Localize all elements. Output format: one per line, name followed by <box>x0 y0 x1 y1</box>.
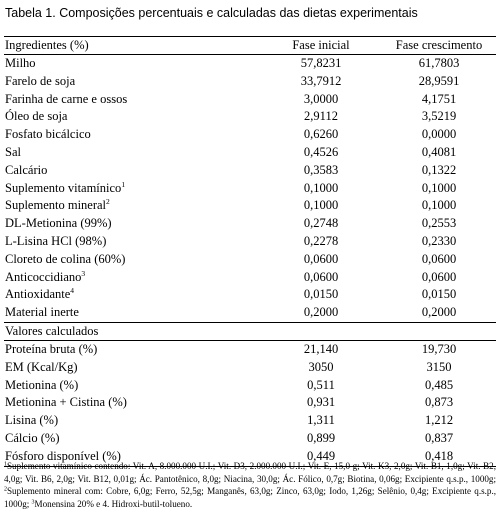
ingredient-row <box>4 55 496 73</box>
fase-inicial-value: 0,1000 <box>303 198 339 213</box>
footnote-anticoccidial-text: Monensina 20% e 4. Hidroxi-butil-tolueno. <box>34 498 193 509</box>
footnote-marker-1: 1 <box>4 461 7 468</box>
row-label-text: Óleo de soja <box>5 109 68 124</box>
fase-inicial-value: 3,0000 <box>303 91 339 106</box>
row-label-text: Fosfato bicálcico <box>5 127 91 142</box>
footnote-vitamin-text: Suplemento vitamínico contendo: Vit. A, 8.000.000 U.I.; Vit. D3, 2.000.000 U.I.; Vit. E, 15,0 g; Vit. K3, 2,0g; Vit. B1, 1,0g; Vit. B2, 4,0g; Vit. B6, 2,0g; Vit. B12, 0,01g; Ác. Pantotênico, 8,0g; Niacina, 30,0g; Ác. Fólico, 0,7g; Biotina, 0,06g; Excipiente q.s.p., 1000g; <box>4 461 496 484</box>
row-label <box>5 180 125 198</box>
fase-inicial-value: 57,8231 <box>300 56 342 70</box>
fase-crescimento-value: 0,4081 <box>421 144 457 159</box>
ingredient-row <box>4 162 496 180</box>
fase-inicial-value: 0,6260 <box>303 127 339 142</box>
fase-crescimento-value: 0,0600 <box>421 269 457 284</box>
fase-crescimento-value: 1,212 <box>424 413 454 428</box>
row-label-text: Fósforo disponível (%) <box>5 448 121 463</box>
fase-crescimento-value: 3,5219 <box>421 109 457 124</box>
footnote-marker-2: 2 <box>4 486 7 493</box>
row-label <box>5 73 75 91</box>
row-label-text: Metionina (%) <box>5 377 79 392</box>
table-footnote <box>4 460 496 510</box>
row-label <box>5 55 36 73</box>
fase-inicial-value: 0,2748 <box>303 216 339 231</box>
ingredient-row <box>4 215 496 233</box>
row-label-text: Lisina (%) <box>5 413 59 428</box>
row-label <box>5 162 47 180</box>
fase-crescimento-value: 0,485 <box>424 377 454 392</box>
fase-inicial-value: 0,899 <box>306 430 336 445</box>
ingredient-row <box>4 304 496 322</box>
row-label <box>5 430 60 448</box>
fase-crescimento-value: 0,837 <box>424 430 454 445</box>
ingredient-row <box>4 286 496 304</box>
row-label <box>5 233 106 251</box>
row-label <box>5 377 78 395</box>
calculated-row <box>4 412 496 430</box>
fase-inicial-value: 0,4526 <box>303 144 339 159</box>
diet-composition-table <box>4 36 496 467</box>
row-label-text: L-Lisina HCl (98%) <box>5 233 107 248</box>
footnote-reference: 4 <box>70 286 75 296</box>
row-label-text: Anticoccidiano <box>5 269 82 284</box>
fase-inicial-value: 1,311 <box>307 413 335 428</box>
fase-inicial-value: 0,2278 <box>303 233 339 248</box>
fase-inicial-value: 0,3583 <box>303 162 339 177</box>
table-caption: Tabela 1. Composições percentuais e calculadas das dietas experimentais <box>5 6 418 20</box>
fase-crescimento-value: 0,0150 <box>421 287 457 302</box>
ingredient-row <box>4 91 496 109</box>
ingredient-row <box>4 197 496 215</box>
row-label <box>5 286 74 304</box>
header-ingredients: Ingredientes (%) <box>5 38 89 52</box>
row-label-text: Cálcio (%) <box>5 430 60 445</box>
ingredients-section <box>4 55 496 322</box>
calculated-row <box>4 394 496 412</box>
fase-inicial-value: 0,511 <box>307 377 335 392</box>
row-label-text: Milho <box>5 56 36 70</box>
ingredient-row <box>4 233 496 251</box>
row-label <box>5 412 58 430</box>
fase-crescimento-value: 28,9591 <box>418 73 460 88</box>
fase-crescimento-value: 0,0000 <box>421 127 457 142</box>
fase-inicial-value: 0,2000 <box>303 305 339 320</box>
row-label-text: Farinha de carne e ossos <box>5 91 128 106</box>
row-label-text: Proteína bruta (%) <box>5 341 98 356</box>
row-label-text: Calcário <box>5 162 48 177</box>
fase-inicial-value: 0,449 <box>306 448 336 463</box>
fase-crescimento-value: 0,2000 <box>421 305 457 320</box>
row-label-text: Metionina + Cistina (%) <box>5 395 127 410</box>
fase-inicial-value: 33,7912 <box>300 73 342 88</box>
row-label <box>5 126 91 144</box>
fase-crescimento-value: 0,2553 <box>421 216 457 231</box>
row-label <box>5 91 127 109</box>
row-label-text: Material inerte <box>5 305 79 320</box>
calculated-row <box>4 341 496 359</box>
row-label-text: DL-Metionina (99%) <box>5 216 112 231</box>
row-label <box>5 215 112 233</box>
fase-crescimento-value: 0,1322 <box>421 162 457 177</box>
ingredient-row <box>4 144 496 162</box>
fase-inicial-value: 0,1000 <box>303 180 339 195</box>
calculated-section-title: Valores calculados <box>5 323 99 338</box>
row-label <box>5 341 97 359</box>
row-label-text: Sal <box>5 144 21 159</box>
header-fase-inicial: Fase inicial <box>292 38 350 52</box>
calculated-row <box>4 359 496 377</box>
row-label-text: Antioxidante <box>5 287 71 302</box>
row-label <box>5 144 21 162</box>
row-label <box>5 394 127 412</box>
calculated-section-title-row <box>4 323 496 340</box>
ingredient-row <box>4 251 496 269</box>
row-label-text: Suplemento vitamínico <box>5 180 122 195</box>
fase-crescimento-value: 0,873 <box>424 395 454 410</box>
fase-crescimento-value: 4,1751 <box>421 91 457 106</box>
ingredient-row <box>4 269 496 287</box>
row-label <box>5 251 125 269</box>
row-label-text: EM (Kcal/Kg) <box>5 359 78 374</box>
ingredient-row <box>4 108 496 126</box>
fase-crescimento-value: 0,1000 <box>421 180 457 195</box>
footnote-reference: 2 <box>106 197 110 207</box>
fase-inicial-value: 0,0600 <box>303 269 339 284</box>
row-label <box>5 269 85 287</box>
footnote-marker-3: 3 <box>31 499 35 506</box>
fase-inicial-value: 3050 <box>308 359 334 374</box>
header-fase-crescimento: Fase crescimento <box>395 38 483 52</box>
fase-crescimento-value: 0,0600 <box>421 251 457 266</box>
fase-inicial-value: 0,931 <box>306 395 336 410</box>
ingredient-row <box>4 126 496 144</box>
calculated-section <box>4 341 496 466</box>
row-label-text: Farelo de soja <box>5 73 76 88</box>
fase-crescimento-value: 0,2330 <box>421 233 457 248</box>
row-label <box>5 197 110 215</box>
footnote-reference: 1 <box>121 179 126 189</box>
calculated-row <box>4 430 496 448</box>
ingredient-row <box>4 180 496 198</box>
fase-crescimento-value: 61,7803 <box>418 56 460 70</box>
footnote-mineral-text: Suplemento mineral com: Cobre, 6,0g; Ferro, 52,5g; Manganês, 63,0g; Zinco, 63,0g; Iodo, 1,26g; Selênio, 0,4g; Excipiente q.s.p., 1000g; <box>4 486 496 509</box>
fase-crescimento-value: 0,418 <box>424 448 454 463</box>
fase-inicial-value: 0,0600 <box>303 251 339 266</box>
table-header-row <box>4 37 496 54</box>
row-label <box>5 108 67 126</box>
fase-crescimento-value: 19,730 <box>421 341 457 356</box>
fase-inicial-value: 0,0150 <box>303 287 339 302</box>
fase-inicial-value: 2,9112 <box>304 109 338 124</box>
row-label-text: Cloreto de colina (60%) <box>5 251 126 266</box>
ingredient-row <box>4 73 496 91</box>
row-label <box>5 304 79 322</box>
fase-inicial-value: 21,140 <box>303 341 339 356</box>
calculated-row <box>4 377 496 395</box>
row-label <box>5 359 78 377</box>
footnote-reference: 3 <box>81 268 86 278</box>
fase-crescimento-value: 0,1000 <box>421 198 457 213</box>
row-label-text: Suplemento mineral <box>5 198 107 213</box>
fase-crescimento-value: 3150 <box>426 359 452 374</box>
